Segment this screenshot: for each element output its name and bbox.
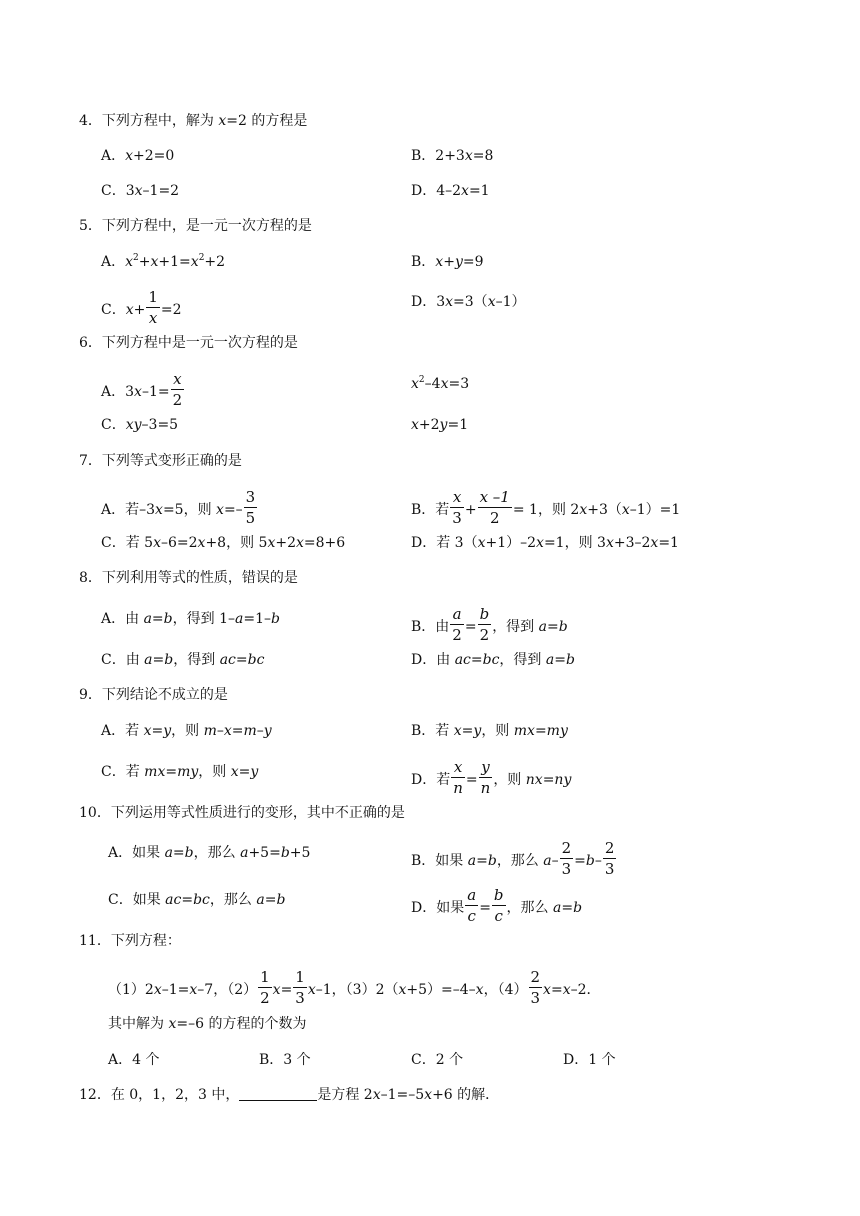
q8-option-b: B．由 $\frac{a}{2}$ = $\frac{b}{2}$ ，得到 a=b <box>411 605 568 644</box>
fraction: $\frac{a}{c}$ <box>467 886 477 925</box>
q6-option-b: $x^2-4x=3$ <box>411 375 470 392</box>
q6-stem: 6．下列方程中是一元一次方程的是 <box>79 335 298 351</box>
fraction: $\frac{2}{3}$ <box>561 839 572 878</box>
q11-stem: 11．下列方程： <box>79 933 181 949</box>
q10-option-d: D．如果 $\frac{a}{c}$ = $\frac{b}{c}$ ，那么 a=b <box>411 886 583 925</box>
q9-option-d: D．若 $\frac{x}{n}$ = $\frac{y}{n}$ ，则 nx=ny <box>411 758 572 797</box>
q5-option-a: A．$x^2+x+1=x^2+2$ <box>101 253 226 270</box>
q7-option-d: D．若 3（x+1）–2x=1，则 3x+3–2x=1 <box>411 535 679 551</box>
q11-question: 其中解为 x=–6 的方程的个数为 <box>108 1016 307 1032</box>
fraction: $\frac{3}{5}$ <box>245 488 256 527</box>
q10-option-a: A．如果 a=b，那么 a+5=b+5 <box>108 845 311 861</box>
q6-option-d: x+2y=1 <box>411 417 469 433</box>
fraction: $\frac{2}{3}$ <box>604 839 615 878</box>
fraction: $\frac{1}{3}$ <box>295 968 305 1007</box>
fraction: $\frac{x -1}{2}$ <box>479 488 510 527</box>
q8-stem: 8．下列利用等式的性质，错误的是 <box>79 570 298 586</box>
q8-option-a: A．由 a=b，得到 1–a=1–b <box>101 611 280 627</box>
q8-option-c: C．由 a=b，得到 ac=bc <box>101 652 265 668</box>
q7-option-a: A．若–3x=5，则 x=– $\frac{3}{5}$ <box>101 488 256 527</box>
fraction: $\frac{b}{2}$ <box>479 605 490 644</box>
q12-stem: 12．在 0，1，2，3 中， 是方程 2x–1=–5x+6 的解． <box>79 1087 500 1103</box>
q7-option-b: B．若 $\frac{x}{3}$ + $\frac{x -1}{2}$ = 1，则 2x+3（x–1）=1 <box>411 488 681 527</box>
q6-option-a: A．3x–1= $\frac{x}{2}$ <box>101 370 183 409</box>
q8-option-d: D．由 ac=bc，得到 a=b <box>411 652 575 668</box>
q10-option-c: C．如果 ac=bc，那么 a=b <box>108 892 286 908</box>
q9-option-c: C．若 mx=my，则 x=y <box>101 764 259 780</box>
q11-option-b: B．3 个 <box>259 1052 311 1068</box>
fraction: $\frac{b}{c}$ <box>493 886 504 925</box>
q6-option-c: C．xy–3=5 <box>101 417 179 433</box>
q4-option-b: B．2+3x=8 <box>411 148 494 164</box>
q11-option-a: A．4 个 <box>108 1052 160 1068</box>
fraction: $\frac{a}{2}$ <box>452 605 462 644</box>
fraction: $\frac{x}{2}$ <box>172 370 183 409</box>
q4-option-a: A．x+2=0 <box>101 148 175 164</box>
q9-option-b: B．若 x=y，则 mx=my <box>411 723 568 739</box>
q4-stem: 4．下列方程中，解为 x=2 的方程是 <box>79 113 308 129</box>
q5-option-c: C．x+ $\frac{1}{x}$ =2 <box>101 288 182 327</box>
q11-option-d: D．1 个 <box>563 1052 616 1068</box>
q11-equations: （1）2x–1=x–7，（2） $\frac{1}{2}$ x= $\frac{1}{3}$ x–1，（3）2（x+5）=–4–x，（4） $\frac{2}{3}$ x=x–2． <box>108 968 601 1007</box>
q11-option-c: C．2 个 <box>411 1052 464 1068</box>
answer-blank[interactable] <box>239 1086 317 1101</box>
fraction: $\frac{y}{n}$ <box>480 758 491 797</box>
q7-stem: 7．下列等式变形正确的是 <box>79 453 242 469</box>
q7-option-c: C．若 5x–6=2x+8，则 5x+2x=8+6 <box>101 535 346 551</box>
q4-option-d: D．4–2x=1 <box>411 183 490 199</box>
q5-option-b: B．x+y=9 <box>411 254 484 270</box>
q9-option-a: A．若 x=y，则 m–x=m–y <box>101 723 272 739</box>
q9-stem: 9．下列结论不成立的是 <box>79 687 228 703</box>
q10-option-b: B．如果 a=b，那么 a– $\frac{2}{3}$ =b– $\frac{2}{3}$ <box>411 839 615 878</box>
q10-stem: 10．下列运用等式性质进行的变形，其中不正确的是 <box>79 805 405 821</box>
fraction: $\frac{2}{3}$ <box>530 968 541 1007</box>
fraction: $\frac{x}{3}$ <box>452 488 462 527</box>
q4-option-c: C．3x–1=2 <box>101 183 180 199</box>
fraction: $\frac{1}{x}$ <box>148 288 158 327</box>
fraction: $\frac{1}{2}$ <box>260 968 270 1007</box>
fraction: $\frac{x}{n}$ <box>453 758 463 797</box>
q5-option-d: D．3x=3（x–1） <box>411 294 526 310</box>
q5-stem: 5．下列方程中，是一元一次方程的是 <box>79 218 312 234</box>
